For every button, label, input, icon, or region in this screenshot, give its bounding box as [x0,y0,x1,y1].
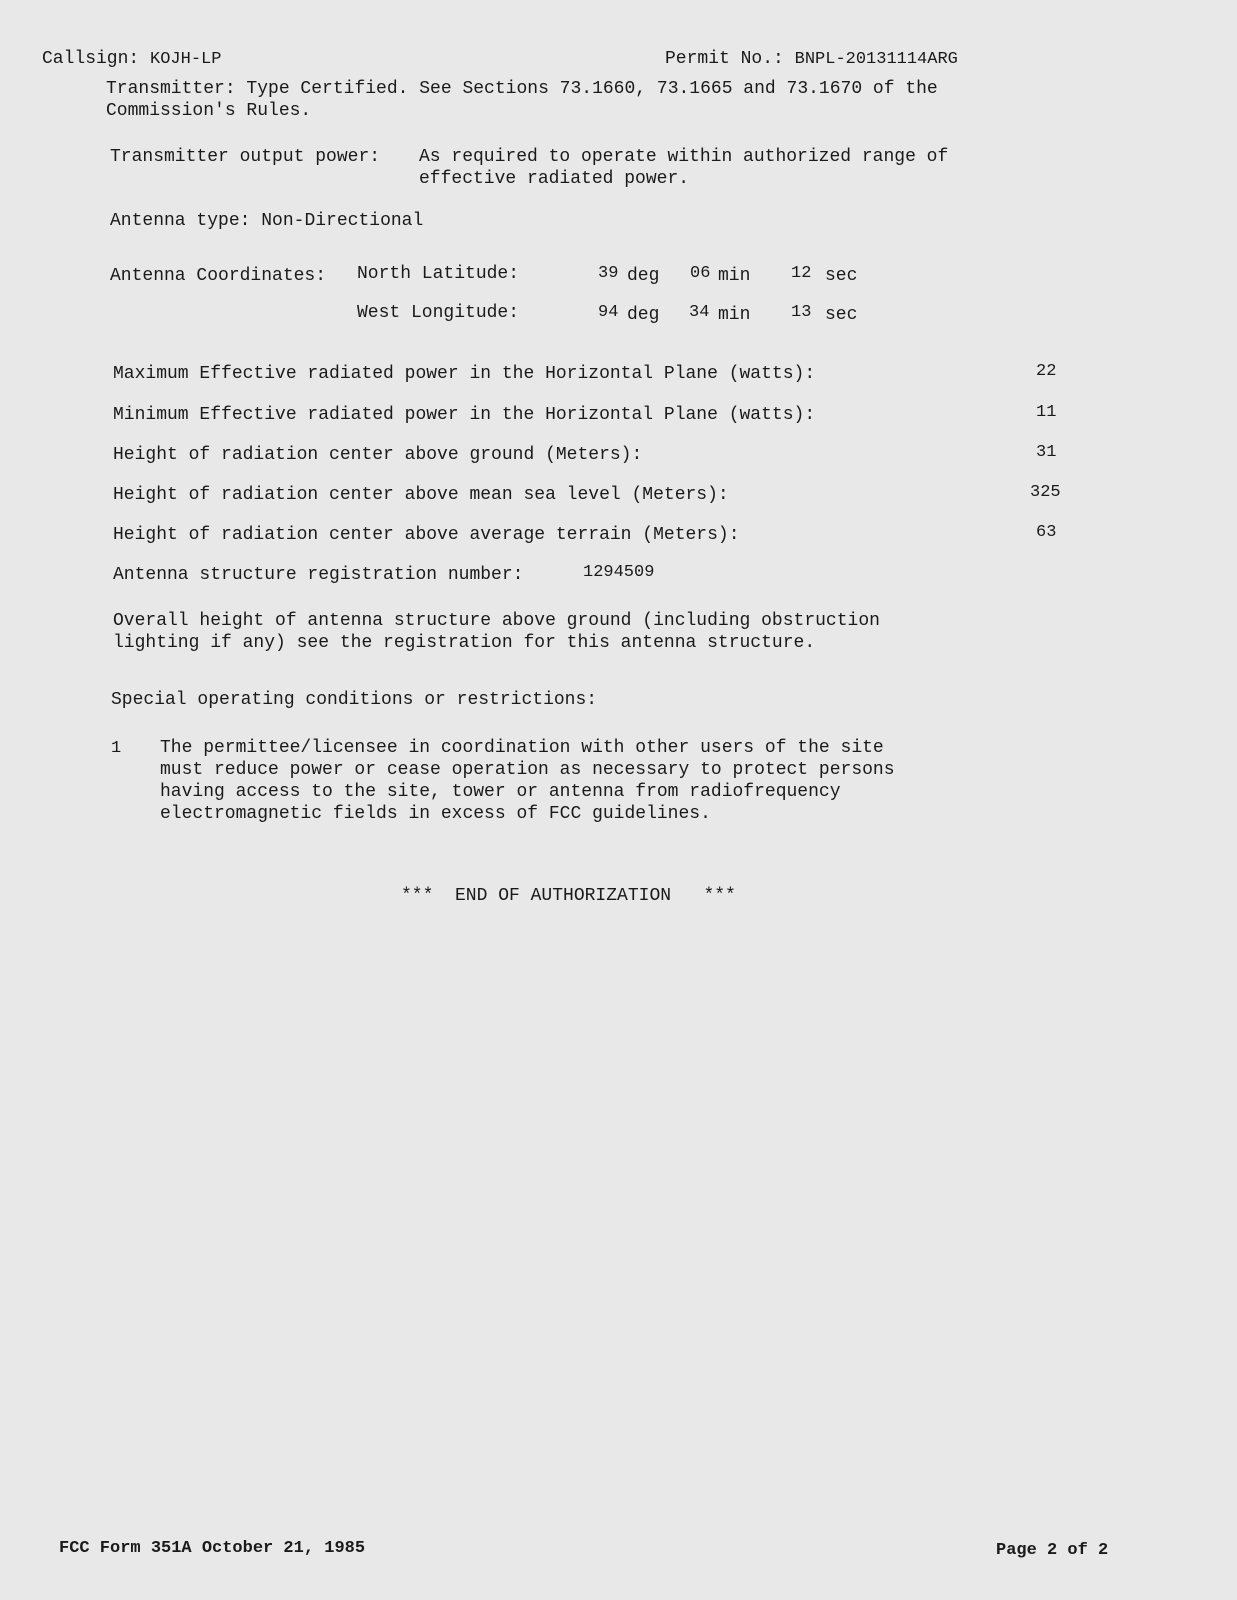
param-min-erp-value: 11 [1036,403,1057,422]
callsign-value: KOJH-LP [150,50,222,69]
north-sec-value: 12 [791,264,812,283]
output-power-line-2: effective radiated power. [419,169,690,189]
transmitter-line-2: Commission's Rules. [106,101,312,121]
west-sec-unit: sec [825,305,858,325]
end-of-authorization: *** END OF AUTHORIZATION *** [401,886,736,906]
west-min-unit: min [718,305,751,325]
coordinates-label: Antenna Coordinates: [110,266,327,286]
param-hag-value: 31 [1036,443,1057,462]
north-deg-unit: deg [627,266,660,286]
param-amsl-label: Height of radiation center above mean sea level (Meters): [113,485,729,505]
permit-field [665,48,958,71]
north-min-unit: min [718,266,751,286]
special-conditions-heading: Special operating conditions or restrictions: [111,690,598,710]
west-longitude-label: West Longitude: [357,303,520,323]
permit-label: Permit No.: [665,49,784,69]
asr-value: 1294509 [583,563,655,582]
condition-line-3: having access to the site, tower or antenna from radiofrequency [160,782,841,802]
west-min-value: 34 [689,303,710,322]
condition-line-4: electromagnetic fields in excess of FCC guidelines. [160,804,711,824]
param-amsl-value: 325 [1030,483,1061,502]
output-power-label: Transmitter output power: [110,147,381,167]
condition-line-2: must reduce power or cease operation as necessary to protect persons [160,760,895,780]
param-haat-label: Height of radiation center above average terrain (Meters): [113,525,740,545]
callsign-label: Callsign: [42,49,140,69]
west-deg-value: 94 [598,303,619,322]
param-max-erp-label: Maximum Effective radiated power in the Horizontal Plane (watts): [113,364,816,384]
antenna-type-label: Antenna type: [110,211,251,231]
overall-height-line-2: lighting if any) see the registration for this antenna structure. [113,633,816,653]
param-max-erp-value: 22 [1036,362,1057,381]
north-sec-unit: sec [825,266,858,286]
condition-line-1: The permittee/licensee in coordination with other users of the site [160,738,884,758]
asr-label: Antenna structure registration number: [113,565,524,585]
antenna-type [110,210,423,232]
footer-form-info: FCC Form 351A October 21, 1985 [59,1539,366,1558]
param-haat-value: 63 [1036,523,1057,542]
callsign-field [42,48,221,71]
north-latitude-label: North Latitude: [357,264,520,284]
permit-value: BNPL-20131114ARG [794,50,958,69]
transmitter-line-1: Transmitter: Type Certified. See Sections 73.1660, 73.1665 and 73.1670 of the [106,79,938,99]
north-min-value: 06 [690,264,711,283]
footer-page-number: Page 2 of 2 [996,1541,1109,1560]
west-sec-value: 13 [791,303,812,322]
param-min-erp-label: Minimum Effective radiated power in the Horizontal Plane (watts): [113,405,816,425]
overall-height-line-1: Overall height of antenna structure above ground (including obstruction [113,611,880,631]
west-deg-unit: deg [627,305,660,325]
antenna-type-value: Non-Directional [261,211,424,231]
north-deg-value: 39 [598,264,619,283]
output-power-line-1: As required to operate within authorized range of [419,147,949,167]
condition-number: 1 [111,739,122,758]
param-hag-label: Height of radiation center above ground (Meters): [113,445,643,465]
